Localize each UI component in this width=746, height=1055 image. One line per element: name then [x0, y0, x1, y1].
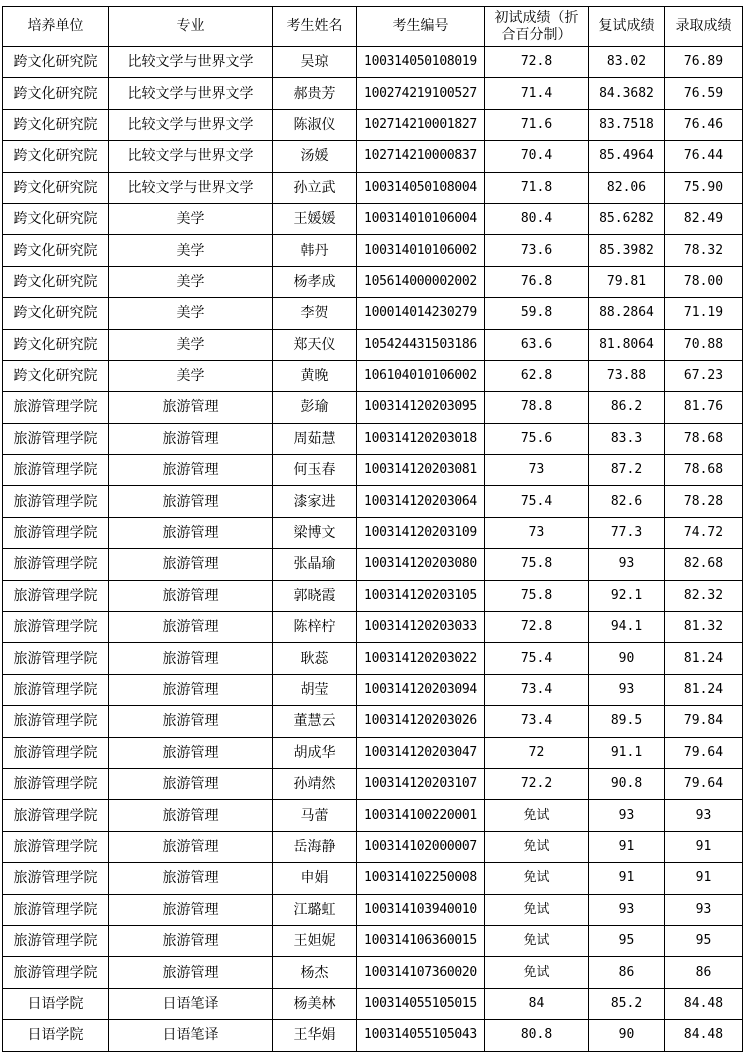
cell-candidate-id: 100314050108019	[357, 47, 485, 78]
cell-name: 申娟	[273, 863, 357, 894]
cell-initial-score: 73.4	[485, 706, 589, 737]
cell-unit: 旅游管理学院	[3, 957, 109, 988]
cell-name: 耿蕊	[273, 643, 357, 674]
cell-retest-score: 82.06	[589, 172, 665, 203]
table-row	[3, 580, 743, 611]
column-header-admission-score: 录取成绩	[665, 7, 743, 47]
cell-major: 美学	[109, 266, 273, 297]
cell-major: 比较文学与世界文学	[109, 78, 273, 109]
cell-initial-score: 免试	[485, 800, 589, 831]
cell-retest-score: 90	[589, 1020, 665, 1051]
cell-retest-score: 91	[589, 863, 665, 894]
cell-major: 旅游管理	[109, 706, 273, 737]
cell-admission-score: 82.49	[665, 203, 743, 234]
cell-admission-score: 76.59	[665, 78, 743, 109]
cell-major: 旅游管理	[109, 737, 273, 768]
cell-retest-score: 91.1	[589, 737, 665, 768]
cell-major: 比较文学与世界文学	[109, 141, 273, 172]
table-row	[3, 109, 743, 140]
cell-major: 比较文学与世界文学	[109, 109, 273, 140]
cell-unit: 旅游管理学院	[3, 580, 109, 611]
cell-unit: 旅游管理学院	[3, 486, 109, 517]
cell-name: 杨美林	[273, 988, 357, 1019]
cell-major: 日语笔译	[109, 988, 273, 1019]
cell-candidate-id: 100314102000007	[357, 831, 485, 862]
cell-initial-score: 73.4	[485, 674, 589, 705]
cell-admission-score: 78.68	[665, 455, 743, 486]
cell-unit: 旅游管理学院	[3, 706, 109, 737]
table-body	[3, 47, 743, 1052]
cell-unit: 旅游管理学院	[3, 674, 109, 705]
cell-admission-score: 79.84	[665, 706, 743, 737]
table-row	[3, 737, 743, 768]
cell-admission-score: 78.28	[665, 486, 743, 517]
cell-name: 汤媛	[273, 141, 357, 172]
cell-retest-score: 84.3682	[589, 78, 665, 109]
table-row	[3, 957, 743, 988]
cell-name: 胡成华	[273, 737, 357, 768]
cell-admission-score: 78.00	[665, 266, 743, 297]
column-header-major: 专业	[109, 7, 273, 47]
table-row	[3, 266, 743, 297]
cell-name: 周茹慧	[273, 423, 357, 454]
cell-candidate-id: 100314120203081	[357, 455, 485, 486]
cell-admission-score: 93	[665, 894, 743, 925]
cell-candidate-id: 100314102250008	[357, 863, 485, 894]
cell-admission-score: 71.19	[665, 298, 743, 329]
column-header-unit: 培养单位	[3, 7, 109, 47]
cell-unit: 日语学院	[3, 988, 109, 1019]
cell-initial-score: 免试	[485, 957, 589, 988]
cell-retest-score: 93	[589, 674, 665, 705]
cell-name: 陈梓柠	[273, 612, 357, 643]
table-row	[3, 423, 743, 454]
column-header-name: 考生姓名	[273, 7, 357, 47]
cell-unit: 旅游管理学院	[3, 737, 109, 768]
cell-candidate-id: 100314120203022	[357, 643, 485, 674]
cell-retest-score: 81.8064	[589, 329, 665, 360]
table-row	[3, 1020, 743, 1051]
cell-candidate-id: 100314055105015	[357, 988, 485, 1019]
cell-major: 旅游管理	[109, 957, 273, 988]
cell-name: 胡莹	[273, 674, 357, 705]
cell-unit: 旅游管理学院	[3, 768, 109, 799]
cell-initial-score: 免试	[485, 863, 589, 894]
cell-name: 郝贵芳	[273, 78, 357, 109]
cell-major: 比较文学与世界文学	[109, 172, 273, 203]
cell-unit: 跨文化研究院	[3, 266, 109, 297]
cell-admission-score: 76.44	[665, 141, 743, 172]
cell-initial-score: 75.4	[485, 643, 589, 674]
cell-retest-score: 86	[589, 957, 665, 988]
cell-admission-score: 81.32	[665, 612, 743, 643]
cell-admission-score: 93	[665, 800, 743, 831]
cell-candidate-id: 100314050108004	[357, 172, 485, 203]
cell-candidate-id: 100314010106002	[357, 235, 485, 266]
cell-candidate-id: 100314120203033	[357, 612, 485, 643]
cell-name: 漆家进	[273, 486, 357, 517]
cell-admission-score: 82.68	[665, 549, 743, 580]
cell-major: 旅游管理	[109, 674, 273, 705]
cell-unit: 跨文化研究院	[3, 360, 109, 391]
cell-retest-score: 91	[589, 831, 665, 862]
cell-major: 旅游管理	[109, 517, 273, 548]
cell-initial-score: 72	[485, 737, 589, 768]
cell-retest-score: 86.2	[589, 392, 665, 423]
cell-name: 王华娟	[273, 1020, 357, 1051]
cell-major: 旅游管理	[109, 894, 273, 925]
cell-admission-score: 79.64	[665, 737, 743, 768]
table-row	[3, 392, 743, 423]
cell-admission-score: 70.88	[665, 329, 743, 360]
cell-name: 张晶瑜	[273, 549, 357, 580]
cell-admission-score: 84.48	[665, 988, 743, 1019]
table-row	[3, 643, 743, 674]
cell-retest-score: 90	[589, 643, 665, 674]
cell-name: 彭瑜	[273, 392, 357, 423]
cell-retest-score: 93	[589, 549, 665, 580]
cell-initial-score: 71.4	[485, 78, 589, 109]
column-header-retest-score: 复试成绩	[589, 7, 665, 47]
cell-initial-score: 63.6	[485, 329, 589, 360]
cell-name: 郭晓霞	[273, 580, 357, 611]
cell-initial-score: 80.8	[485, 1020, 589, 1051]
cell-major: 美学	[109, 329, 273, 360]
cell-unit: 旅游管理学院	[3, 643, 109, 674]
cell-unit: 旅游管理学院	[3, 925, 109, 956]
cell-name: 杨孝成	[273, 266, 357, 297]
cell-unit: 旅游管理学院	[3, 800, 109, 831]
table-row	[3, 706, 743, 737]
cell-initial-score: 80.4	[485, 203, 589, 234]
cell-major: 旅游管理	[109, 831, 273, 862]
cell-retest-score: 82.6	[589, 486, 665, 517]
cell-unit: 旅游管理学院	[3, 549, 109, 580]
cell-unit: 旅游管理学院	[3, 863, 109, 894]
cell-admission-score: 84.48	[665, 1020, 743, 1051]
cell-name: 吴琼	[273, 47, 357, 78]
cell-initial-score: 75.8	[485, 549, 589, 580]
cell-candidate-id: 100314120203047	[357, 737, 485, 768]
cell-unit: 跨文化研究院	[3, 78, 109, 109]
cell-initial-score: 78.8	[485, 392, 589, 423]
cell-unit: 跨文化研究院	[3, 172, 109, 203]
cell-retest-score: 83.02	[589, 47, 665, 78]
table-row	[3, 549, 743, 580]
cell-name: 梁博文	[273, 517, 357, 548]
cell-admission-score: 76.89	[665, 47, 743, 78]
cell-admission-score: 81.76	[665, 392, 743, 423]
table-row	[3, 894, 743, 925]
cell-major: 美学	[109, 203, 273, 234]
cell-name: 江璐虹	[273, 894, 357, 925]
cell-admission-score: 91	[665, 831, 743, 862]
table-row	[3, 141, 743, 172]
cell-initial-score: 71.8	[485, 172, 589, 203]
cell-unit: 旅游管理学院	[3, 612, 109, 643]
cell-name: 郑天仪	[273, 329, 357, 360]
table-row	[3, 78, 743, 109]
cell-candidate-id: 105424431503186	[357, 329, 485, 360]
table-header-row	[3, 7, 743, 47]
table-row	[3, 800, 743, 831]
cell-name: 马蕾	[273, 800, 357, 831]
cell-initial-score: 72.8	[485, 47, 589, 78]
cell-candidate-id: 100314120203107	[357, 768, 485, 799]
cell-initial-score: 73.6	[485, 235, 589, 266]
cell-candidate-id: 102714210001827	[357, 109, 485, 140]
cell-initial-score: 73	[485, 455, 589, 486]
cell-admission-score: 82.32	[665, 580, 743, 611]
cell-name: 何玉春	[273, 455, 357, 486]
cell-initial-score: 84	[485, 988, 589, 1019]
admission-score-table	[2, 6, 743, 1052]
cell-admission-score: 86	[665, 957, 743, 988]
cell-candidate-id: 100314055105043	[357, 1020, 485, 1051]
cell-initial-score: 59.8	[485, 298, 589, 329]
cell-retest-score: 88.2864	[589, 298, 665, 329]
cell-initial-score: 75.4	[485, 486, 589, 517]
cell-admission-score: 74.72	[665, 517, 743, 548]
cell-retest-score: 95	[589, 925, 665, 956]
cell-candidate-id: 100314100220001	[357, 800, 485, 831]
cell-retest-score: 89.5	[589, 706, 665, 737]
cell-unit: 跨文化研究院	[3, 141, 109, 172]
cell-major: 旅游管理	[109, 580, 273, 611]
cell-name: 韩丹	[273, 235, 357, 266]
cell-name: 孙靖然	[273, 768, 357, 799]
cell-candidate-id: 100314120203064	[357, 486, 485, 517]
cell-retest-score: 85.6282	[589, 203, 665, 234]
cell-candidate-id: 100314120203018	[357, 423, 485, 454]
cell-admission-score: 81.24	[665, 643, 743, 674]
cell-candidate-id: 100014014230279	[357, 298, 485, 329]
cell-initial-score: 免试	[485, 831, 589, 862]
cell-major: 美学	[109, 298, 273, 329]
cell-name: 杨杰	[273, 957, 357, 988]
cell-name: 陈淑仪	[273, 109, 357, 140]
cell-retest-score: 83.7518	[589, 109, 665, 140]
cell-major: 旅游管理	[109, 486, 273, 517]
cell-major: 旅游管理	[109, 423, 273, 454]
cell-admission-score: 81.24	[665, 674, 743, 705]
cell-candidate-id: 100314120203105	[357, 580, 485, 611]
cell-unit: 跨文化研究院	[3, 109, 109, 140]
column-header-initial-score: 初试成绩（折合百分制）	[485, 7, 589, 47]
cell-initial-score: 71.6	[485, 109, 589, 140]
cell-unit: 旅游管理学院	[3, 894, 109, 925]
cell-admission-score: 78.32	[665, 235, 743, 266]
cell-candidate-id: 100314010106004	[357, 203, 485, 234]
cell-name: 孙立武	[273, 172, 357, 203]
cell-initial-score: 75.6	[485, 423, 589, 454]
cell-candidate-id: 106104010106002	[357, 360, 485, 391]
cell-candidate-id: 100314120203026	[357, 706, 485, 737]
cell-major: 旅游管理	[109, 392, 273, 423]
cell-major: 旅游管理	[109, 800, 273, 831]
cell-initial-score: 72.8	[485, 612, 589, 643]
cell-admission-score: 91	[665, 863, 743, 894]
table-row	[3, 988, 743, 1019]
cell-unit: 旅游管理学院	[3, 455, 109, 486]
cell-unit: 旅游管理学院	[3, 831, 109, 862]
table-row	[3, 329, 743, 360]
cell-initial-score: 76.8	[485, 266, 589, 297]
cell-major: 日语笔译	[109, 1020, 273, 1051]
cell-admission-score: 95	[665, 925, 743, 956]
cell-admission-score: 67.23	[665, 360, 743, 391]
table-row	[3, 455, 743, 486]
table-row	[3, 831, 743, 862]
cell-candidate-id: 100314107360020	[357, 957, 485, 988]
cell-major: 旅游管理	[109, 863, 273, 894]
cell-initial-score: 62.8	[485, 360, 589, 391]
cell-major: 美学	[109, 235, 273, 266]
cell-candidate-id: 100314120203109	[357, 517, 485, 548]
table-row	[3, 768, 743, 799]
cell-unit: 跨文化研究院	[3, 203, 109, 234]
cell-retest-score: 85.4964	[589, 141, 665, 172]
cell-retest-score: 85.3982	[589, 235, 665, 266]
table-row	[3, 172, 743, 203]
cell-candidate-id: 100314106360015	[357, 925, 485, 956]
cell-retest-score: 85.2	[589, 988, 665, 1019]
cell-major: 旅游管理	[109, 455, 273, 486]
cell-name: 岳海静	[273, 831, 357, 862]
cell-candidate-id: 100314120203094	[357, 674, 485, 705]
cell-retest-score: 93	[589, 800, 665, 831]
cell-major: 旅游管理	[109, 549, 273, 580]
cell-retest-score: 93	[589, 894, 665, 925]
cell-major: 旅游管理	[109, 768, 273, 799]
cell-retest-score: 79.81	[589, 266, 665, 297]
cell-initial-score: 70.4	[485, 141, 589, 172]
cell-candidate-id: 102714210000837	[357, 141, 485, 172]
cell-major: 旅游管理	[109, 643, 273, 674]
table-row	[3, 863, 743, 894]
cell-unit: 跨文化研究院	[3, 235, 109, 266]
cell-unit: 旅游管理学院	[3, 423, 109, 454]
cell-unit: 旅游管理学院	[3, 392, 109, 423]
cell-candidate-id: 100314120203095	[357, 392, 485, 423]
cell-candidate-id: 105614000002002	[357, 266, 485, 297]
cell-initial-score: 免试	[485, 925, 589, 956]
cell-name: 黄晚	[273, 360, 357, 391]
cell-name: 王妲妮	[273, 925, 357, 956]
cell-major: 旅游管理	[109, 925, 273, 956]
cell-major: 比较文学与世界文学	[109, 47, 273, 78]
cell-admission-score: 76.46	[665, 109, 743, 140]
cell-retest-score: 87.2	[589, 455, 665, 486]
cell-initial-score: 73	[485, 517, 589, 548]
cell-retest-score: 94.1	[589, 612, 665, 643]
cell-unit: 跨文化研究院	[3, 47, 109, 78]
table-row	[3, 298, 743, 329]
table-row	[3, 612, 743, 643]
cell-unit: 跨文化研究院	[3, 298, 109, 329]
cell-candidate-id: 100314103940010	[357, 894, 485, 925]
cell-major: 美学	[109, 360, 273, 391]
cell-name: 王媛媛	[273, 203, 357, 234]
table-row	[3, 203, 743, 234]
cell-initial-score: 免试	[485, 894, 589, 925]
cell-candidate-id: 100274219100527	[357, 78, 485, 109]
table-row	[3, 486, 743, 517]
table-row	[3, 360, 743, 391]
cell-candidate-id: 100314120203080	[357, 549, 485, 580]
cell-name: 董慧云	[273, 706, 357, 737]
table-row	[3, 517, 743, 548]
cell-retest-score: 73.88	[589, 360, 665, 391]
cell-admission-score: 79.64	[665, 768, 743, 799]
column-header-candidate-id: 考生编号	[357, 7, 485, 47]
cell-retest-score: 77.3	[589, 517, 665, 548]
cell-unit: 日语学院	[3, 1020, 109, 1051]
cell-initial-score: 72.2	[485, 768, 589, 799]
cell-admission-score: 75.90	[665, 172, 743, 203]
cell-retest-score: 90.8	[589, 768, 665, 799]
table-row	[3, 925, 743, 956]
cell-name: 李贺	[273, 298, 357, 329]
cell-admission-score: 78.68	[665, 423, 743, 454]
table-row	[3, 47, 743, 78]
table-row	[3, 674, 743, 705]
cell-retest-score: 83.3	[589, 423, 665, 454]
cell-retest-score: 92.1	[589, 580, 665, 611]
cell-initial-score: 75.8	[485, 580, 589, 611]
cell-major: 旅游管理	[109, 612, 273, 643]
cell-unit: 跨文化研究院	[3, 329, 109, 360]
cell-unit: 旅游管理学院	[3, 517, 109, 548]
table-row	[3, 235, 743, 266]
